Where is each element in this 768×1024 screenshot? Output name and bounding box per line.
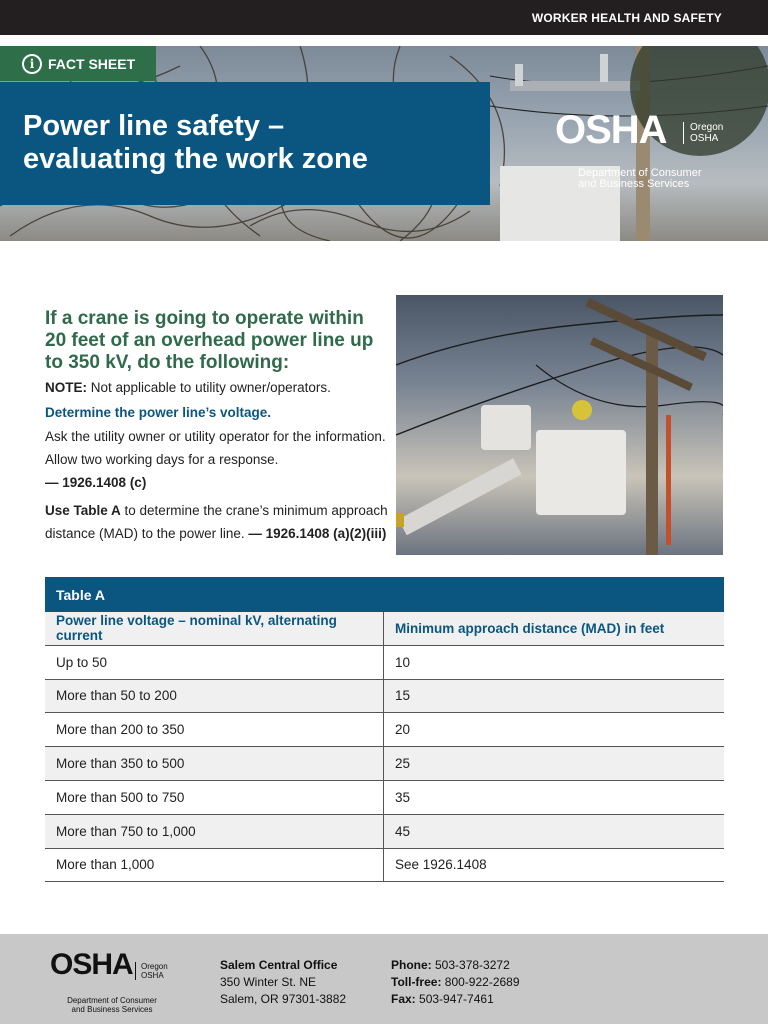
footer-logo-word: OSHA [50, 948, 133, 981]
note-text: Not applicable to utility owner/operators. [87, 380, 331, 395]
voltage-cell: More than 350 to 500 [45, 747, 384, 780]
table-usage-text: to determine the crane’s minimum approach distance (MAD) to the power line. [45, 503, 388, 541]
header-voltage: Power line voltage – nominal kV, alternating current [45, 612, 384, 645]
mad-cell: 25 [395, 756, 411, 772]
note-paragraph [45, 376, 390, 399]
mad-cell: 10 [395, 654, 411, 670]
office-name: Salem Central Office [220, 958, 338, 972]
oregon-osha-label [683, 122, 723, 144]
page-title [23, 110, 490, 176]
table-row [45, 781, 724, 815]
lead-heading: If a crane is going to operate within 20 feet of an overhead power line up to 350 kV, do the following: [45, 308, 374, 373]
footer-osha: OSHA [141, 971, 164, 980]
street-address: 350 Winter St. NE [220, 975, 317, 989]
osha-logo [555, 108, 724, 190]
table-row [45, 646, 724, 680]
footer-oregon: Oregon [141, 962, 168, 971]
fact-sheet-label: FACT SHEET [48, 55, 136, 72]
voltage-cell: More than 750 to 1,000 [45, 815, 384, 848]
department-label [578, 168, 738, 190]
top-bar [0, 0, 768, 35]
category-label: WORKER HEALTH AND SAFETY [531, 11, 722, 25]
tollfree-label: Toll-free: [391, 975, 442, 989]
voltage-cell: More than 50 to 200 [45, 680, 384, 713]
table-title: Table A [45, 577, 724, 612]
fax-label: Fax: [391, 992, 416, 1006]
dept-line-1: Department of Consumer [578, 167, 702, 179]
note-label: NOTE: [45, 380, 87, 395]
city-address: Salem, OR 97301-3882 [220, 992, 347, 1006]
voltage-cell: More than 1,000 [45, 849, 384, 882]
table-row [45, 680, 724, 714]
mad-cell: 15 [395, 688, 411, 704]
footer [0, 934, 768, 1024]
lineworker-illustration [396, 295, 723, 555]
title-box [0, 82, 490, 205]
footer-dept-line-1: Department of Consumer [67, 996, 157, 1005]
footer-department-label [62, 996, 162, 1014]
citation-1408a: — 1926.1408 (a)(2)(iii) [248, 526, 387, 541]
fax-number: 503-947-7461 [415, 992, 494, 1006]
phone-number: 503-378-3272 [431, 958, 510, 972]
bucket-truck-photo [396, 295, 723, 555]
voltage-subheading: Determine the power line’s voltage. [45, 405, 272, 420]
table-row [45, 849, 724, 883]
mad-cell: 20 [395, 722, 411, 738]
footer-osha-logo [50, 948, 168, 1014]
utility-text: Ask the utility owner or utility operator for the information. Allow two working days for a response. [45, 429, 386, 467]
table-header-row [45, 612, 724, 646]
osha-label: OSHA [690, 133, 719, 144]
fact-sheet-tab [0, 46, 156, 81]
dept-line-2: and Business Services [578, 178, 690, 190]
header-mad: Minimum approach distance (MAD) in feet [395, 620, 665, 636]
table-row [45, 747, 724, 781]
osha-logo-word: OSHA [555, 108, 667, 152]
info-icon: i [22, 54, 42, 74]
table-usage-paragraph [45, 499, 390, 545]
phone-label: Phone: [391, 958, 432, 972]
use-table-label: Use Table A [45, 503, 121, 518]
table-row [45, 815, 724, 849]
mad-cell: 45 [395, 823, 411, 839]
contact-info [391, 957, 520, 1008]
office-address [220, 957, 346, 1008]
citation-1408c: — 1926.1408 (c) [45, 475, 147, 490]
oregon-label: Oregon [690, 122, 724, 133]
mad-cell: See 1926.1408 [395, 857, 487, 873]
tollfree-number: 800-922-2689 [441, 975, 520, 989]
voltage-cell: More than 200 to 350 [45, 713, 384, 746]
footer-dept-line-2: and Business Services [71, 1005, 153, 1014]
footer-oregon-label [135, 962, 168, 980]
title-line-1: Power line safety – [23, 110, 285, 142]
table-row [45, 713, 724, 747]
title-line-2: evaluating the work zone [23, 143, 368, 175]
utility-paragraph [45, 425, 390, 494]
mad-table [45, 577, 724, 882]
voltage-cell: Up to 50 [45, 646, 384, 679]
voltage-cell: More than 500 to 750 [45, 781, 384, 814]
mad-cell: 35 [395, 789, 411, 805]
